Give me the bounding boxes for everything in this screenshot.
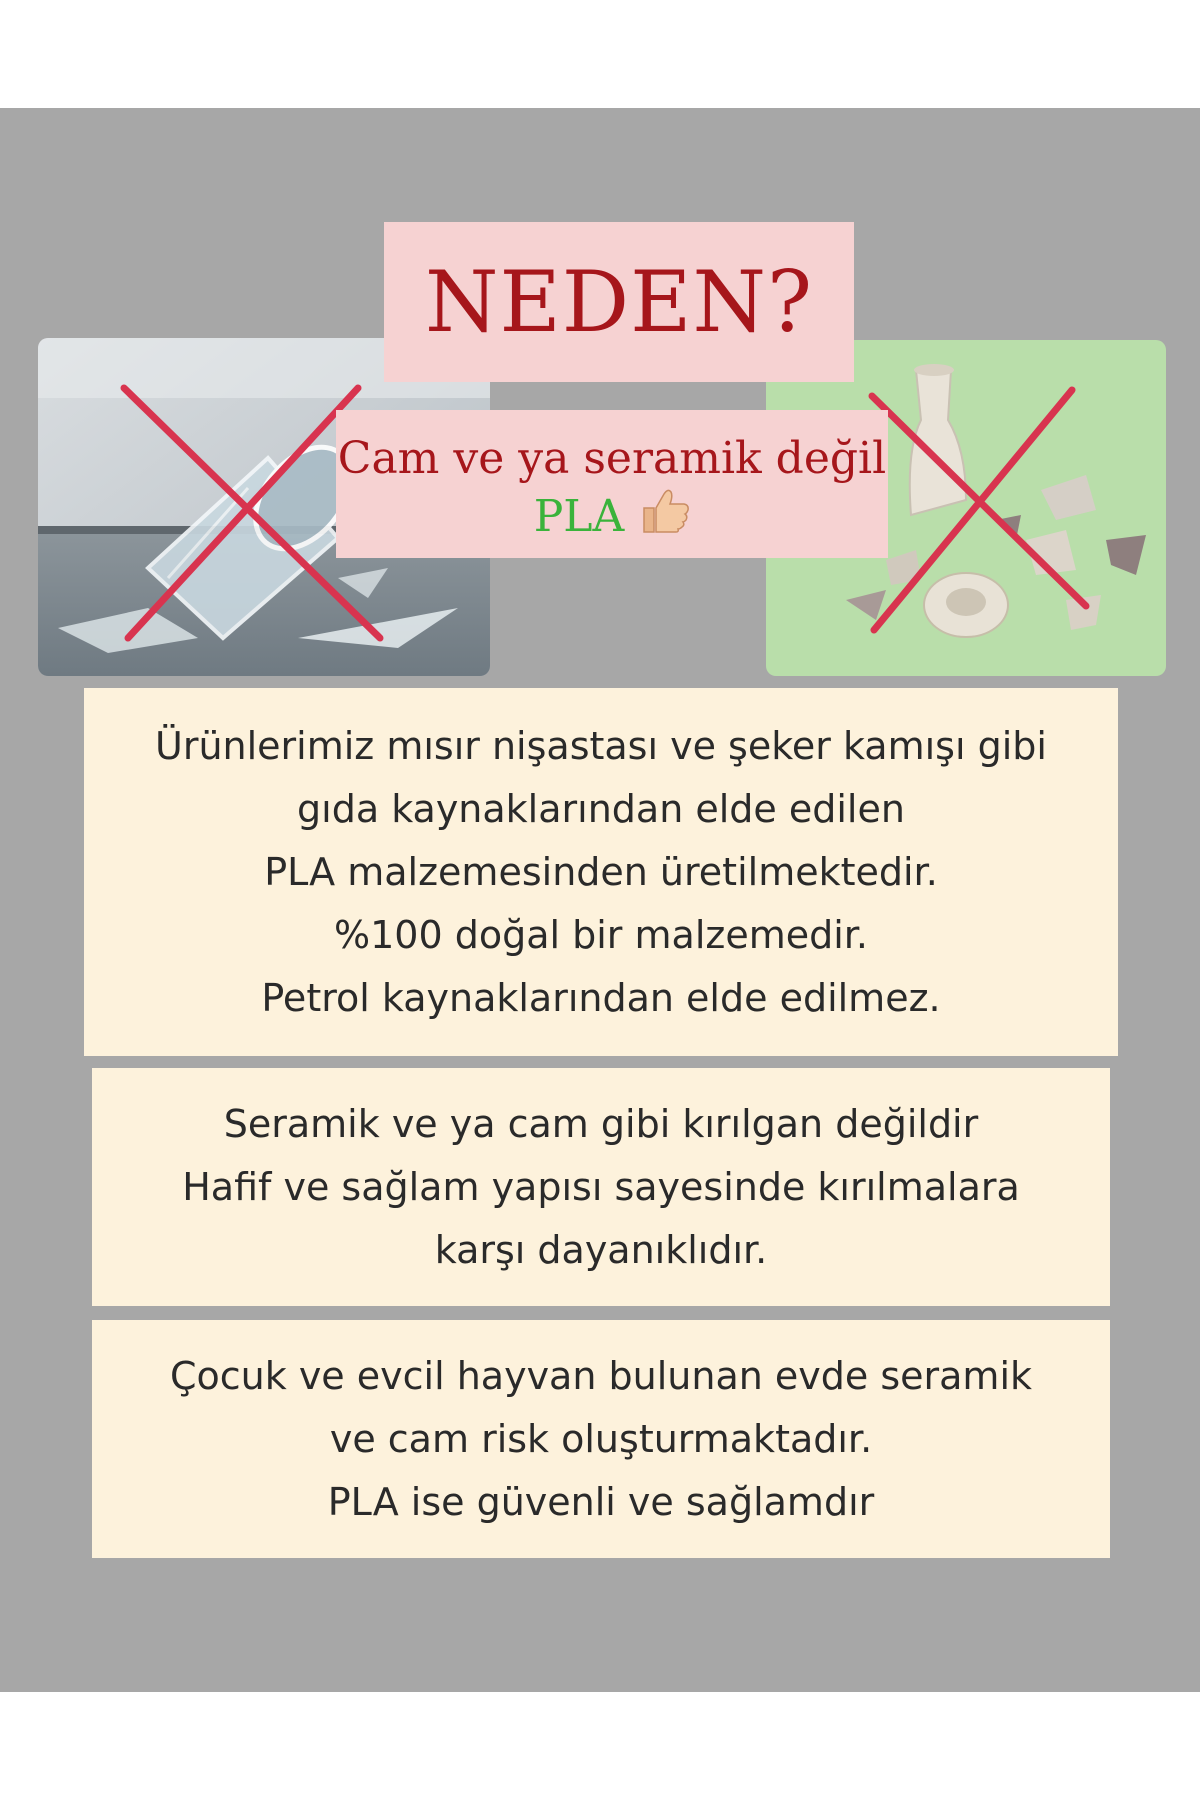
info-line: %100 doğal bir malzemedir.	[334, 912, 868, 957]
subtitle-line-2	[336, 486, 888, 547]
info-line: Ürünlerimiz mısır nişastası ve şeker kamışı gibi	[155, 723, 1047, 768]
page-title: NEDEN?	[424, 253, 814, 351]
info-line: PLA ise güvenli ve sağlamdır	[327, 1479, 875, 1524]
thumbs-up-icon	[638, 486, 690, 547]
info-line: Petrol kaynaklarından elde edilmez.	[261, 975, 941, 1020]
info-line: Hafif ve sağlam yapısı sayesinde kırılmalara	[182, 1164, 1020, 1209]
info-box-durability	[92, 1068, 1110, 1306]
subtitle-line-1: Cam ve ya seramik değil	[337, 433, 887, 484]
info-box-pla-source	[84, 688, 1118, 1056]
info-line: ve cam risk oluşturmaktadır.	[329, 1416, 873, 1461]
info-line: PLA malzemesinden üretilmektedir.	[264, 849, 938, 894]
subtitle-banner	[336, 410, 888, 558]
pla-label: PLA	[533, 490, 625, 542]
info-box-safety	[92, 1320, 1110, 1558]
info-line: Seramik ve ya cam gibi kırılgan değildir	[223, 1101, 979, 1146]
info-line: karşı dayanıklıdır.	[434, 1227, 768, 1272]
info-line: gıda kaynaklarından elde edilen	[297, 786, 905, 831]
info-line: Çocuk ve evcil hayvan bulunan evde seramik	[169, 1353, 1033, 1398]
title-banner	[384, 222, 854, 382]
